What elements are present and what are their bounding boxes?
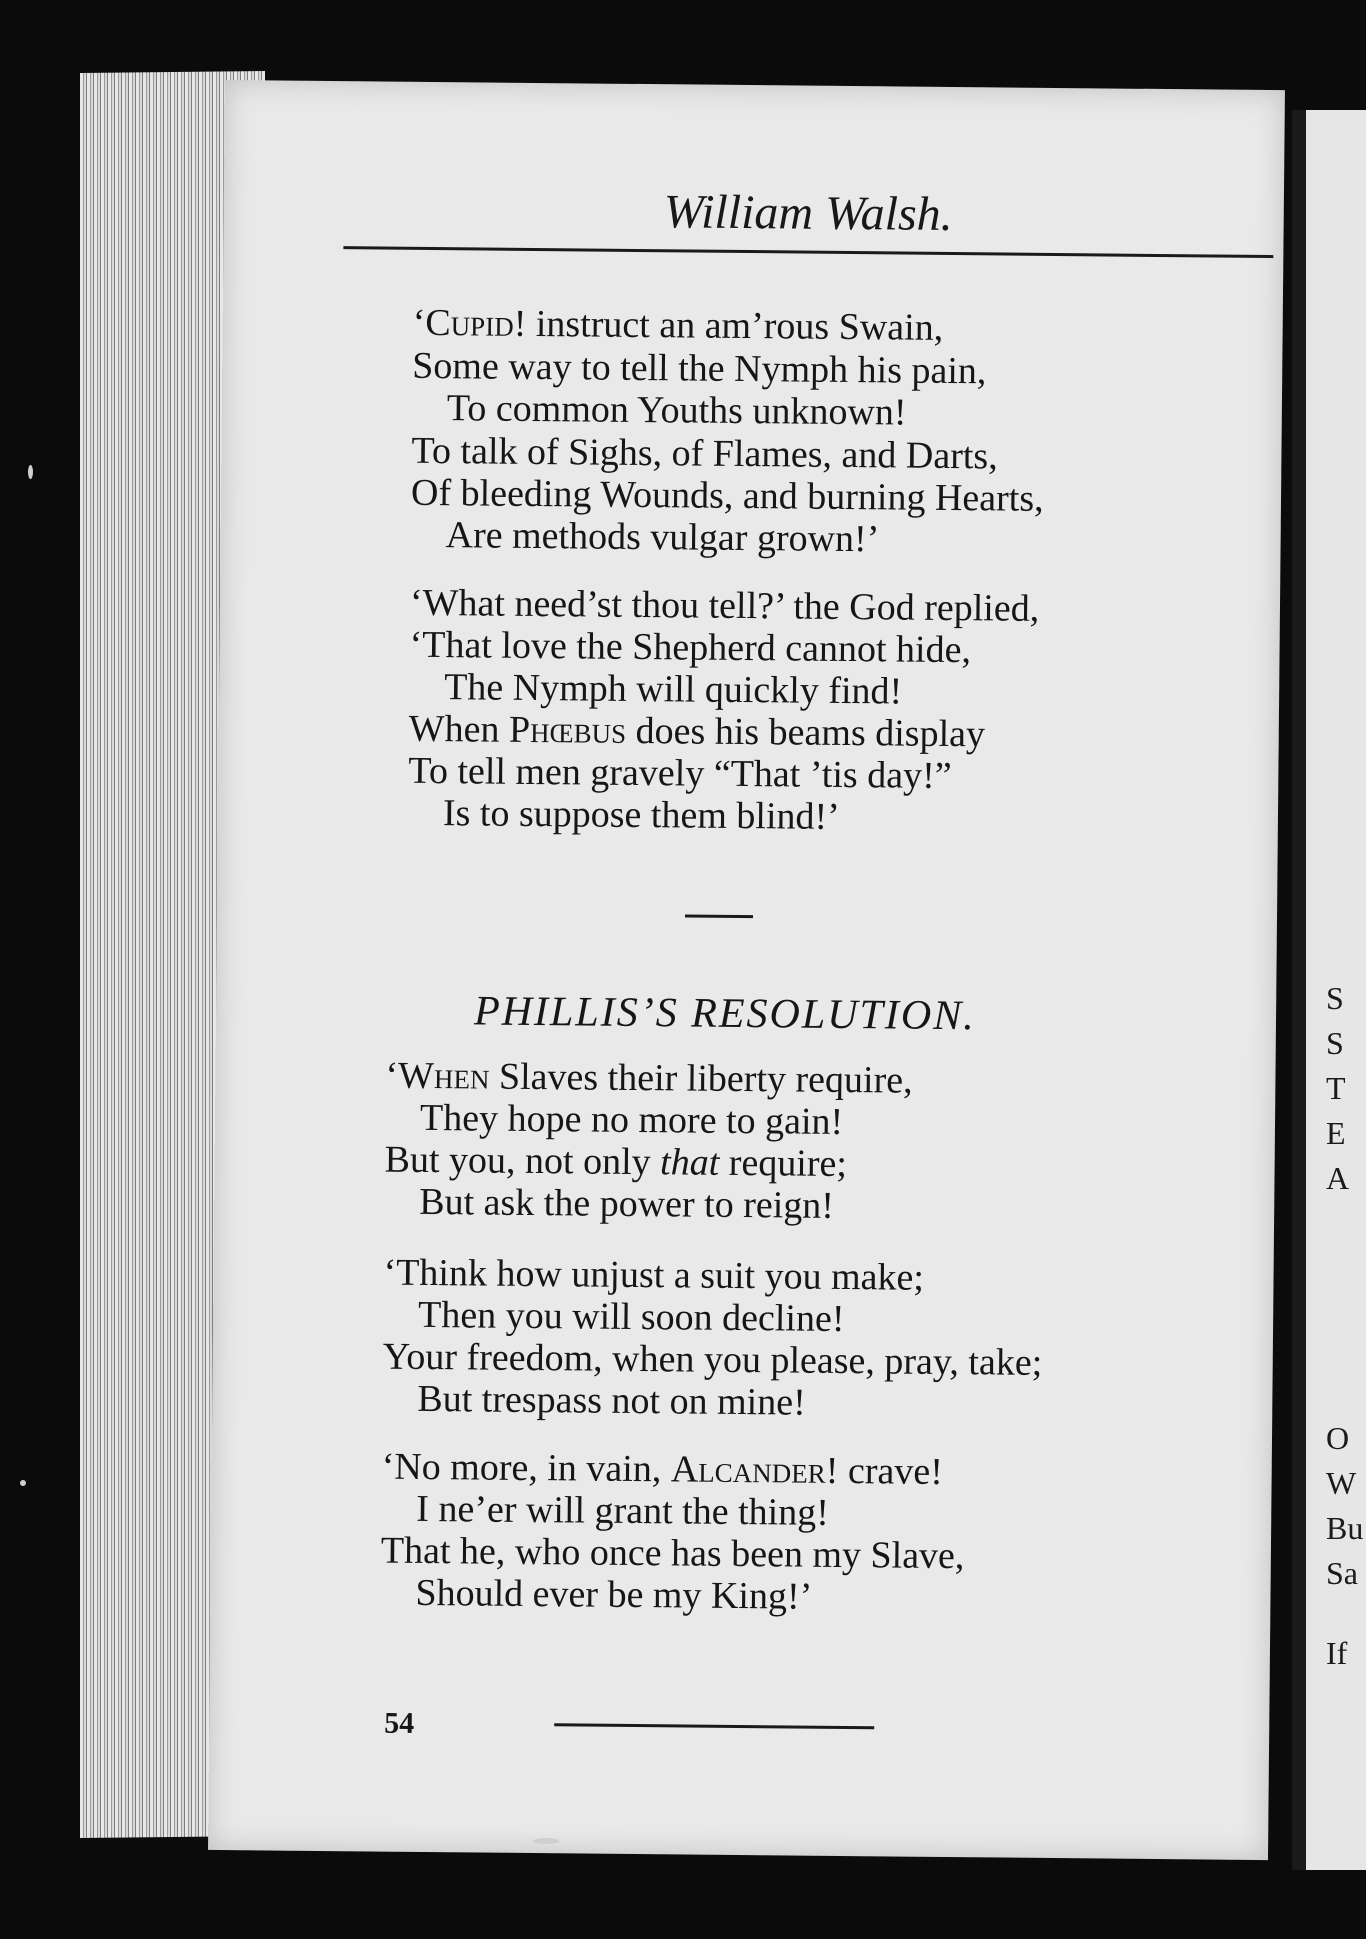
header-rule <box>343 246 1273 258</box>
poem-line: Should ever be my King!’ <box>415 1571 813 1618</box>
poem-line: To common Youths unknown! <box>446 387 907 434</box>
poem-line: The Nymph will quickly find! <box>443 666 903 713</box>
page-number: 54 <box>384 1706 415 1740</box>
poem-line: ‘That love the Shepherd cannot hide, <box>409 623 972 672</box>
poem-line: ‘No more, in vain, Alcander! crave! <box>381 1445 944 1493</box>
poem-line: But ask the power to reign! <box>419 1180 835 1227</box>
scan-speck <box>20 1480 26 1486</box>
poem-line: ‘Cupid! instruct an am’rous Swain, <box>412 301 944 349</box>
poem-line: When Phœbus does his beams display <box>408 707 986 756</box>
poem-line: They hope no more to gain! <box>419 1096 844 1143</box>
poem-line: I ne’er will grant the thing! <box>416 1487 830 1534</box>
section-divider <box>685 914 753 918</box>
facing-page-fragment: Bu <box>1326 1510 1364 1546</box>
running-head: William Walsh. <box>663 185 953 241</box>
poem-line: Are methods vulgar grown!’ <box>445 514 880 561</box>
facing-page-fragment: O <box>1326 1420 1350 1456</box>
facing-page-fragment: If <box>1326 1635 1348 1671</box>
poem-line: To tell men gravely “That ’tis day!” <box>408 749 952 798</box>
poem-line: Of bleeding Wounds, and burning Hearts, <box>410 471 1044 520</box>
poem-line: Your freedom, when you please, pray, take; <box>382 1335 1043 1384</box>
poem-line: Is to suppose them blind!’ <box>442 792 841 838</box>
facing-page <box>1292 110 1366 1870</box>
scan-speck <box>533 1838 559 1844</box>
facing-page-fragment: W <box>1326 1465 1357 1501</box>
facing-page-fragment: T <box>1326 1070 1346 1106</box>
facing-page-fragment: A <box>1326 1160 1350 1196</box>
facing-page-fragment: Sa <box>1326 1555 1358 1591</box>
poem-line: But trespass not on mine! <box>417 1377 806 1424</box>
poem-title: PHILLIS’S RESOLUTION. <box>473 988 976 1040</box>
facing-page-fragment: E <box>1326 1115 1346 1151</box>
poem-line: Some way to tell the Nymph his pain, <box>412 344 987 393</box>
poem-line: Then you will soon decline! <box>417 1293 845 1341</box>
poem-line: That he, who once has been my Slave, <box>380 1529 965 1578</box>
poem-line: ‘When Slaves their liberty require, <box>385 1054 913 1102</box>
facing-page-fragment: S <box>1326 1025 1344 1061</box>
scan-speck <box>28 465 33 479</box>
poem-line: ‘What need’st thou tell?’ the God replied, <box>409 581 1040 630</box>
book-page <box>208 80 1285 1860</box>
poem-line: But you, not only that require; <box>384 1138 848 1186</box>
poem-line: To talk of Sighs, of Flames, and Darts, <box>411 429 998 478</box>
facing-page-fragment: S <box>1326 980 1344 1016</box>
end-rule <box>554 1723 874 1729</box>
poem-line: ‘Think how unjust a suit you make; <box>383 1251 925 1299</box>
